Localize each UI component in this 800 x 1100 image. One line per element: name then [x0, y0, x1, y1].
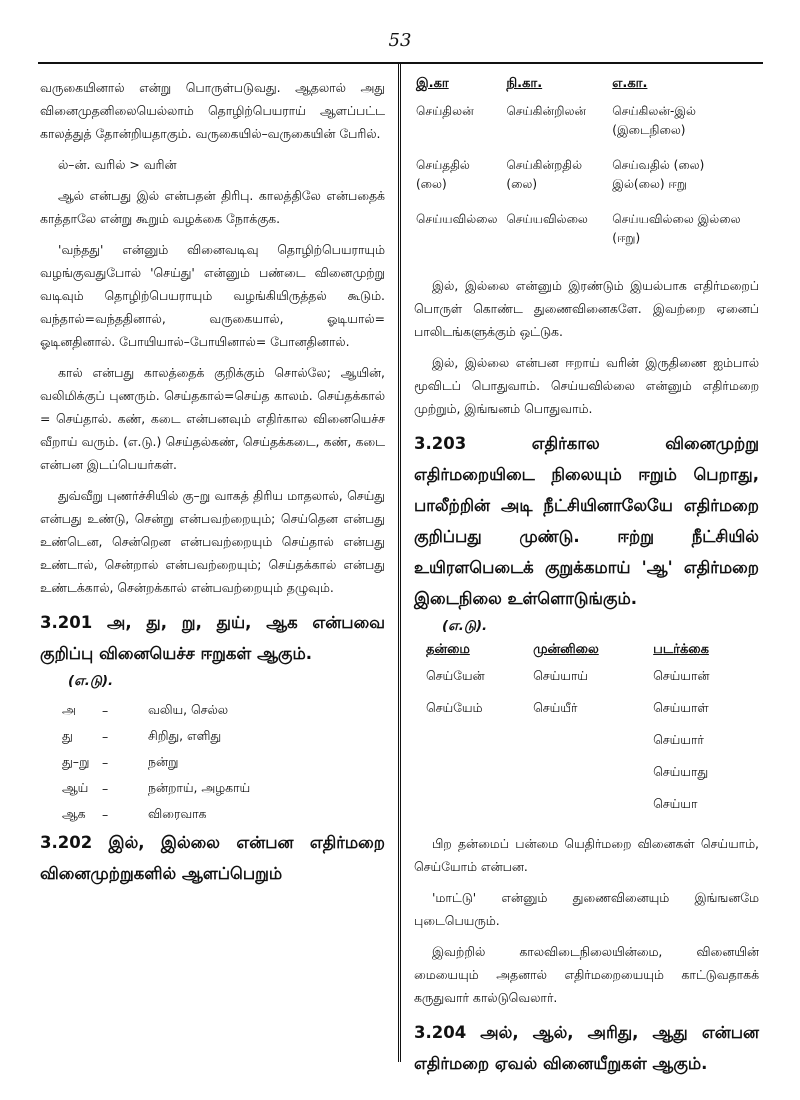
table-cell: செய்யாய்	[533, 668, 588, 683]
table-cell	[533, 794, 653, 826]
section-heading-3-201: 3.201 அ, து, று, துய், ஆக என்பவை குறிப்பு வினையெச்ச ஈறுகள் ஆகும்.	[40, 613, 385, 663]
table-cell	[426, 794, 533, 826]
paragraph: 'வந்தது' என்னும் வினைவடிவு தொழிற்பெயராயும் வழங்குவதுபோல் 'செய்து' என்னும் பண்டை வினைமுற்று வடிவும் தொழிற்பெயராயும் வழங்கியிருத்தல் கூடும். வந்தால்=வந்ததினால், வருகையால், ஓடியால்= ஓடினதினால். போயியால்–போயினால்= போனதினால்.	[40, 242, 385, 349]
paragraph: ல்–ன். வரில் > வரின்	[58, 157, 177, 172]
table-cell	[426, 730, 533, 762]
section-heading-3-204: 3.204 அல், ஆல், அரிது, ஆது என்பன எதிர்மறை ஏவல் வினையீறுகள் ஆகும்.	[414, 1023, 759, 1073]
example-words: சிறிது, எளிது	[148, 727, 222, 743]
paragraph: இல், இல்லை என்னும் இரண்டும் இயல்பாக எதிர்மறைப் பொருள் கொண்ட துணைவினைகளே. இவற்றை ஏனைப் பாலிடங்களுக்கும் ஒட்டுக.	[414, 278, 759, 339]
table-cell: செய்யாது	[653, 764, 709, 779]
dash: –	[102, 728, 109, 744]
table-cell: செய்திலன்	[416, 104, 474, 118]
table-row	[426, 762, 756, 794]
table-cell: செய்யேம்	[426, 700, 483, 715]
table-cell: செய்கின்றிலன்	[506, 104, 587, 118]
table-row	[414, 156, 759, 210]
suffix: து–று	[62, 753, 90, 769]
table-header-row	[426, 642, 756, 666]
table-row	[426, 794, 756, 826]
table-cell	[533, 730, 653, 762]
table-cell: செய்யா	[653, 796, 698, 811]
suffix: ஆய்	[62, 779, 89, 795]
table-cell: செய்ததில் (லை)	[416, 158, 470, 191]
dash: –	[102, 780, 109, 796]
suffix: து	[62, 727, 73, 743]
table-cell	[426, 762, 533, 794]
table-cell: செய்கின்றதில் (லை)	[506, 158, 583, 191]
list-item	[40, 697, 385, 723]
suffix: அ	[62, 701, 76, 717]
paragraph: இவற்றில் காலவிடைநிலையின்மை, வினையின் மையையும் அதனால் எதிர்மறையையும் காட்டுவதாகக் கருதுவார் கால்டுவெலார்.	[414, 944, 759, 1005]
right-column	[414, 76, 759, 1083]
example-words: விரைவாக	[148, 805, 207, 821]
suffix-list	[40, 697, 385, 827]
paragraph: வருகையினால் என்று பொருள்படுவது. ஆதலால் அது வினைமுதனிலையெல்லாம் தொழிற்பெயராய் ஆளப்பட்ட காலத்துத் தோன்றியதாகும். வருகையில்–வருகையின் பேரில்.	[40, 80, 385, 141]
column-header: எ.கா.	[612, 76, 648, 91]
column-header: நி.கா.	[506, 76, 543, 91]
table-cell: செய்யவில்லை இல்லை (ஈறு)	[612, 212, 741, 245]
list-item	[40, 775, 385, 801]
table-cell: செய்யவில்லை	[416, 212, 498, 226]
paragraph: துவ்வீறு புணர்ச்சியில் கு–று வாகத் திரிய மாதலால், செய்து என்பது உண்டு, சென்று என்பவற்றையும்; செய்தென என்பது உண்டென, சென்றென என்பவற்றையும் செய்தால் என்பது உண்டால், சென்றால் என்பவற்றையும்; செய்தக்கால் என்பது உண்டக்கால், சென்றக்கால் என்பவற்றையும் தழுவும்.	[40, 488, 385, 595]
table-row	[414, 210, 759, 264]
list-item	[40, 801, 385, 827]
tense-table	[414, 76, 759, 264]
column-header: தன்மை	[426, 642, 470, 657]
example-label: (எ.டு).	[442, 618, 488, 634]
table-cell: செய்வதில் (லை) இல்(லை) ஈறு	[612, 158, 705, 191]
paragraph: இல், இல்லை என்பன ஈறாய் வரின் இருதிணை ஐம்பால் மூவிடப் பொதுவாம். செய்யவில்லை என்னும் எதிர்மறை முற்றும், இங்ஙனம் பொதுவாம்.	[414, 355, 759, 416]
table-cell: செய்யவில்லை	[506, 212, 588, 226]
table-cell: செய்யார்	[653, 732, 704, 747]
example-label: (எ.டு).	[68, 673, 114, 689]
dash: –	[102, 806, 109, 822]
paragraph: பிற தன்மைப் பன்மை யெதிர்மறை வினைகள் செய்யாம், செய்யோம் என்பன.	[414, 836, 759, 874]
dash: –	[102, 702, 109, 718]
table-row	[414, 102, 759, 156]
person-table	[426, 642, 756, 826]
table-cell: செய்யான்	[653, 668, 710, 683]
paragraph: கால் என்பது காலத்தைக் குறிக்கும் சொல்லே; ஆயின், வலிமிக்குப் புணரும். செய்தகால்=செய்த காலம். செய்தக்கால் = செய்தால். கண், கடை என்பனவும் எதிர்கால வினையெச்ச வீறாய் வரும். (எ.டு.) செய்தல்கண், செய்தக்கடை, கண், கடை என்பன இடப்பெயர்கள்.	[40, 365, 385, 472]
paragraph: ஆல் என்பது இல் என்பதன் திரிபு. காலத்திலே என்பதைக் காத்தாலே என்று கூறும் வழக்கை நோக்குக.	[40, 188, 385, 226]
table-cell: செய்கிலன்-இல் (இடைநிலை)	[612, 104, 696, 137]
table-cell	[533, 762, 653, 794]
suffix: ஆக	[62, 805, 86, 821]
table-cell: செய்யீர்	[533, 700, 578, 715]
paragraph: 'மாட்டு' என்னும் துணைவினையும் இங்ஙனமே புடைபெயரும்.	[414, 890, 759, 928]
list-item	[40, 749, 385, 775]
dash: –	[102, 754, 109, 770]
column-header: முன்னிலை	[533, 642, 599, 657]
section-heading-3-202: 3.202 இல், இல்லை என்பன எதிர்மறை வினைமுற்றுகளில் ஆளப்பெறும்	[40, 833, 385, 883]
table-row	[426, 698, 756, 730]
section-heading-3-203: 3.203 எதிர்கால வினைமுற்று எதிர்மறையிடை நிலையும் ஈறும் பெறாது, பாலீற்றின் அடி நீட்சியினாலேயே எதிர்மறை குறிப்பது முண்டு. ஈற்று நீட்சியில் உயிரளபெடைக் குறுக்கமாய் 'ஆ' எதிர்மறை இடைநிலை உள்ளொடுங்கும்.	[414, 434, 759, 608]
column-header: படர்க்கை	[653, 642, 709, 657]
example-words: வலிய, செல்ல	[148, 701, 229, 717]
table-header-row	[414, 76, 759, 102]
table-row	[426, 730, 756, 762]
table-cell: செய்யேன்	[426, 668, 485, 683]
left-column	[40, 76, 385, 893]
column-divider	[398, 62, 401, 1062]
table-cell: செய்யாள்	[653, 700, 709, 715]
example-words: நன்று	[148, 753, 179, 769]
example-words: நன்றாய், அழகாய்	[148, 779, 251, 795]
table-row	[426, 666, 756, 698]
column-header: இ.கா	[416, 76, 449, 91]
list-item	[40, 723, 385, 749]
page-number: 53	[388, 30, 412, 51]
